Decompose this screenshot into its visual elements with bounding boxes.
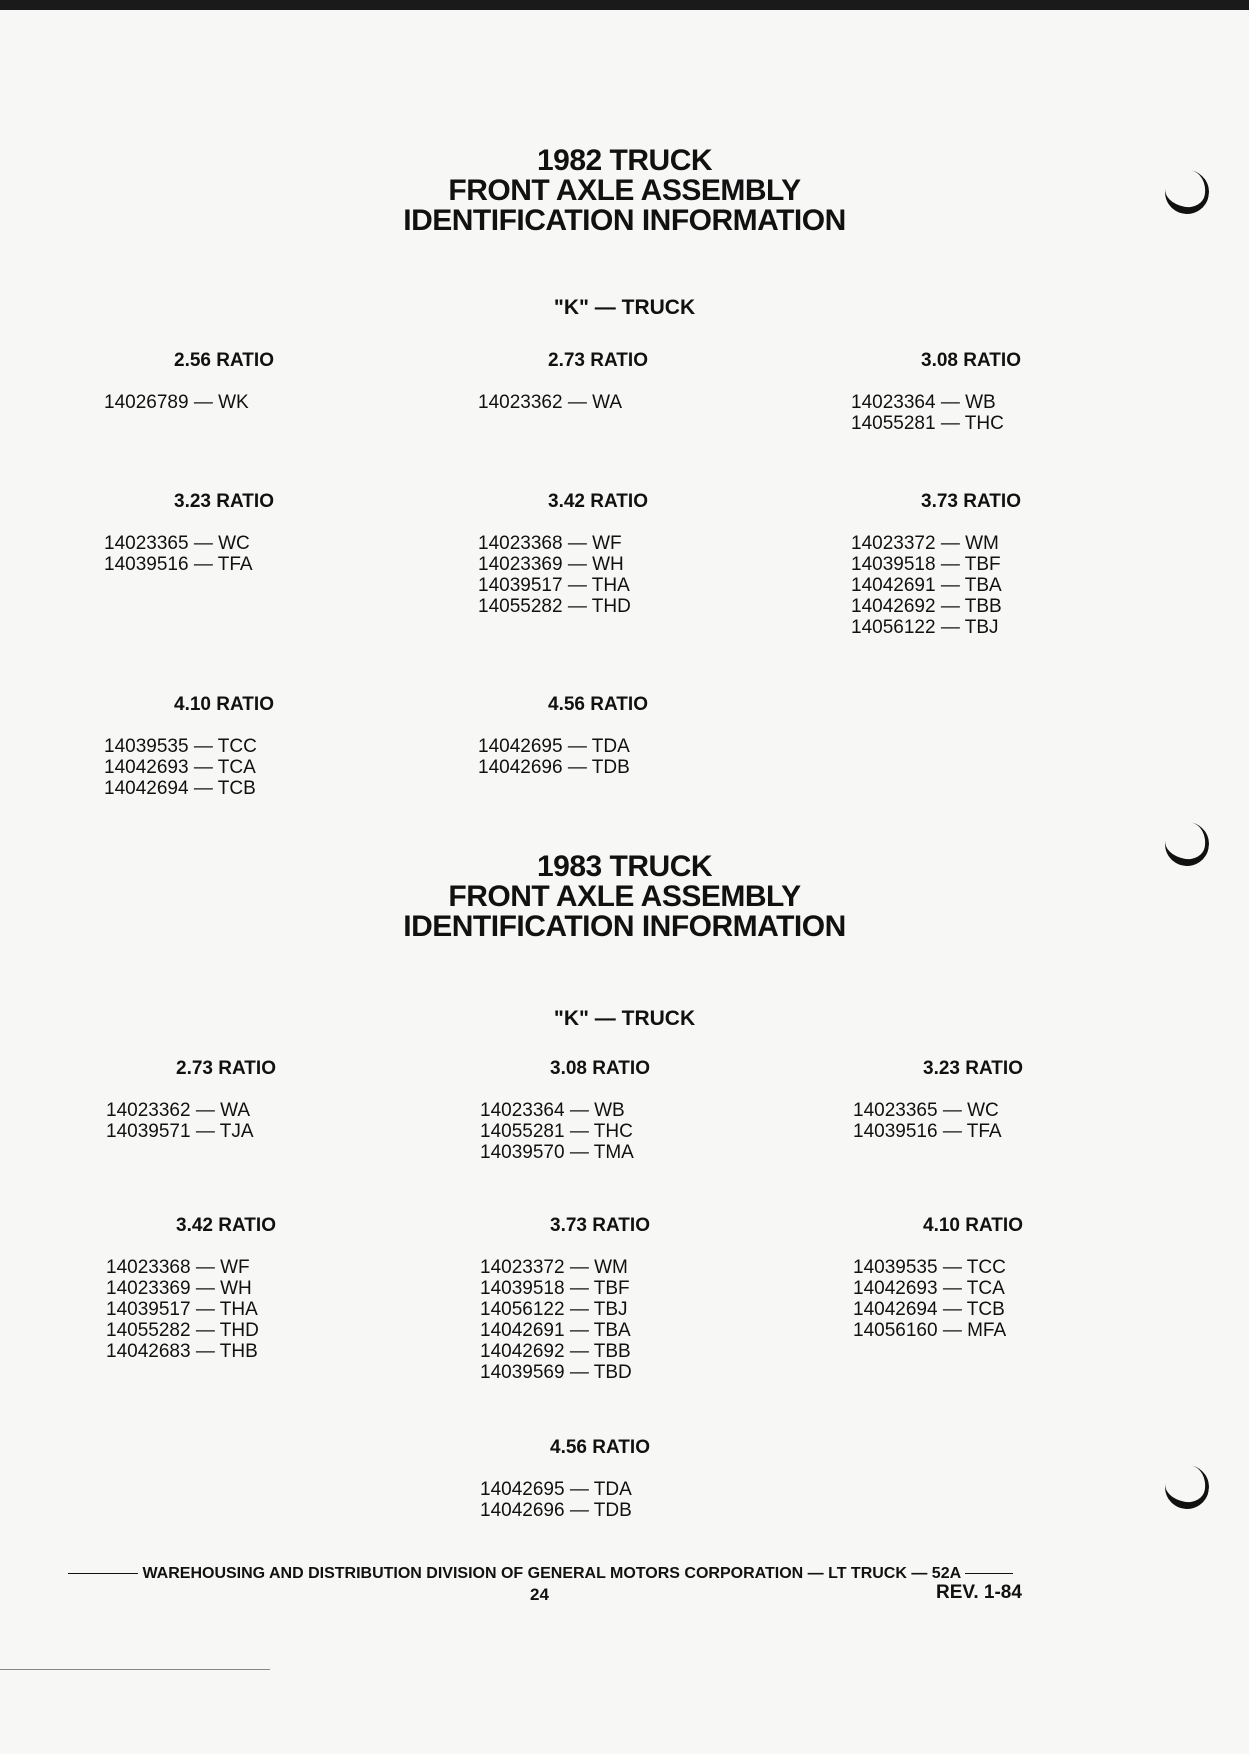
part-entry: 14023369 — WH [478, 554, 624, 575]
part-entry: 14023365 — WC [104, 533, 250, 554]
section-1982-subheading: "K" — TRUCK [553, 296, 696, 319]
ratio-group [104, 491, 404, 575]
part-entry: 14023368 — WF [106, 1257, 250, 1278]
ratio-group [853, 1058, 1153, 1142]
part-entry: 14039516 — TFA [853, 1121, 1002, 1142]
part-entry: 14039518 — TBF [851, 554, 1001, 575]
ratio-group [851, 491, 1151, 638]
footer-rule-right [965, 1573, 1013, 1574]
footer-rule-left [68, 1573, 138, 1574]
section-1983-subheading: "K" — TRUCK [553, 1007, 696, 1030]
ratio-label: 2.73 RATIO [548, 350, 648, 371]
ratio-label: 3.73 RATIO [550, 1215, 650, 1236]
part-entry: 14042692 — TBB [851, 596, 1002, 617]
ratio-group [106, 1215, 406, 1362]
part-entry: 14023369 — WH [106, 1278, 252, 1299]
ratio-label: 2.73 RATIO [176, 1058, 276, 1079]
part-entry: 14042693 — TCA [104, 757, 256, 778]
part-entry: 14039516 — TFA [104, 554, 253, 575]
ratio-label: 4.10 RATIO [174, 694, 274, 715]
part-entry: 14042691 — TBA [851, 575, 1002, 596]
ratio-label: 4.56 RATIO [548, 694, 648, 715]
section-1982-title [0, 146, 1249, 236]
ratio-group [104, 694, 404, 799]
part-entry: 14039569 — TBD [480, 1362, 632, 1383]
part-entry: 14023365 — WC [853, 1100, 999, 1121]
part-entry: 14055282 — THD [478, 596, 631, 617]
ratio-group [478, 694, 778, 778]
part-entry: 14055281 — THC [480, 1121, 633, 1142]
part-entry: 14039517 — THA [106, 1299, 258, 1320]
ratio-group [104, 350, 404, 413]
part-entry: 14042693 — TCA [853, 1278, 1005, 1299]
part-entry: 14023362 — WA [478, 392, 622, 413]
ratio-label: 3.42 RATIO [176, 1215, 276, 1236]
title-line: FRONT AXLE ASSEMBLY [448, 880, 801, 913]
ratio-label: 3.08 RATIO [550, 1058, 650, 1079]
title-line: 1983 TRUCK [536, 850, 713, 883]
part-entry: 14042695 — TDA [480, 1479, 632, 1500]
ratio-label: 3.08 RATIO [921, 350, 1021, 371]
ratio-group [480, 1437, 780, 1521]
part-entry: 14023364 — WB [851, 392, 996, 413]
footer-division-text: WAREHOUSING AND DISTRIBUTION DIVISION OF GENERAL MOTORS CORPORATION — LT TRUCK — 52A [142, 1565, 961, 1582]
ratio-label: 3.42 RATIO [548, 491, 648, 512]
ratio-group [480, 1215, 780, 1383]
ratio-group [480, 1058, 780, 1163]
footer-division-line [68, 1565, 1013, 1583]
part-entry: 14055281 — THC [851, 413, 1004, 434]
part-entry: 14056122 — TBJ [480, 1299, 628, 1320]
part-entry: 14026789 — WK [104, 392, 249, 413]
part-entry: 14039570 — TMA [480, 1142, 634, 1163]
part-entry: 14042694 — TCB [853, 1299, 1005, 1320]
part-entry: 14023372 — WM [480, 1257, 628, 1278]
title-line: FRONT AXLE ASSEMBLY [448, 174, 801, 207]
title-line: IDENTIFICATION INFORMATION [403, 204, 846, 237]
title-line: 1982 TRUCK [536, 144, 713, 177]
part-entry: 14056160 — MFA [853, 1320, 1007, 1341]
ratio-label: 4.10 RATIO [923, 1215, 1023, 1236]
part-entry: 14042696 — TDB [478, 757, 630, 778]
section-1983-title [0, 852, 1249, 942]
ratio-label: 3.23 RATIO [174, 491, 274, 512]
ratio-group [106, 1058, 406, 1142]
part-entry: 14023364 — WB [480, 1100, 625, 1121]
part-entry: 14042683 — THB [106, 1341, 258, 1362]
ratio-label: 3.23 RATIO [923, 1058, 1023, 1079]
part-entry: 14039517 — THA [478, 575, 630, 596]
part-entry: 14056122 — TBJ [851, 617, 999, 638]
part-entry: 14055282 — THD [106, 1320, 259, 1341]
part-entry: 14042695 — TDA [478, 736, 630, 757]
ratio-label: 3.73 RATIO [921, 491, 1021, 512]
ratio-label: 2.56 RATIO [174, 350, 274, 371]
part-entry: 14042696 — TDB [480, 1500, 632, 1521]
page-number: 24 [530, 1585, 549, 1604]
part-entry: 14039535 — TCC [853, 1257, 1006, 1278]
part-entry: 14039535 — TCC [104, 736, 257, 757]
top-border-bar [0, 0, 1249, 10]
part-entry: 14042692 — TBB [480, 1341, 631, 1362]
ratio-group [478, 491, 778, 617]
part-entry: 14042694 — TCB [104, 778, 256, 799]
part-entry: 14039518 — TBF [480, 1278, 630, 1299]
ratio-group [853, 1215, 1153, 1341]
part-entry: 14023368 — WF [478, 533, 622, 554]
part-entry: 14039571 — TJA [106, 1121, 254, 1142]
binder-hole-icon [1162, 1462, 1213, 1513]
ratio-group [851, 350, 1151, 434]
part-entry: 14023362 — WA [106, 1100, 250, 1121]
part-entry: 14042691 — TBA [480, 1320, 631, 1341]
revision-label: REV. 1-84 [936, 1582, 1022, 1603]
part-entry: 14023372 — WM [851, 533, 999, 554]
title-line: IDENTIFICATION INFORMATION [403, 910, 846, 943]
ratio-group [478, 350, 778, 413]
ratio-label: 4.56 RATIO [550, 1437, 650, 1458]
bottom-divider [0, 1669, 270, 1670]
